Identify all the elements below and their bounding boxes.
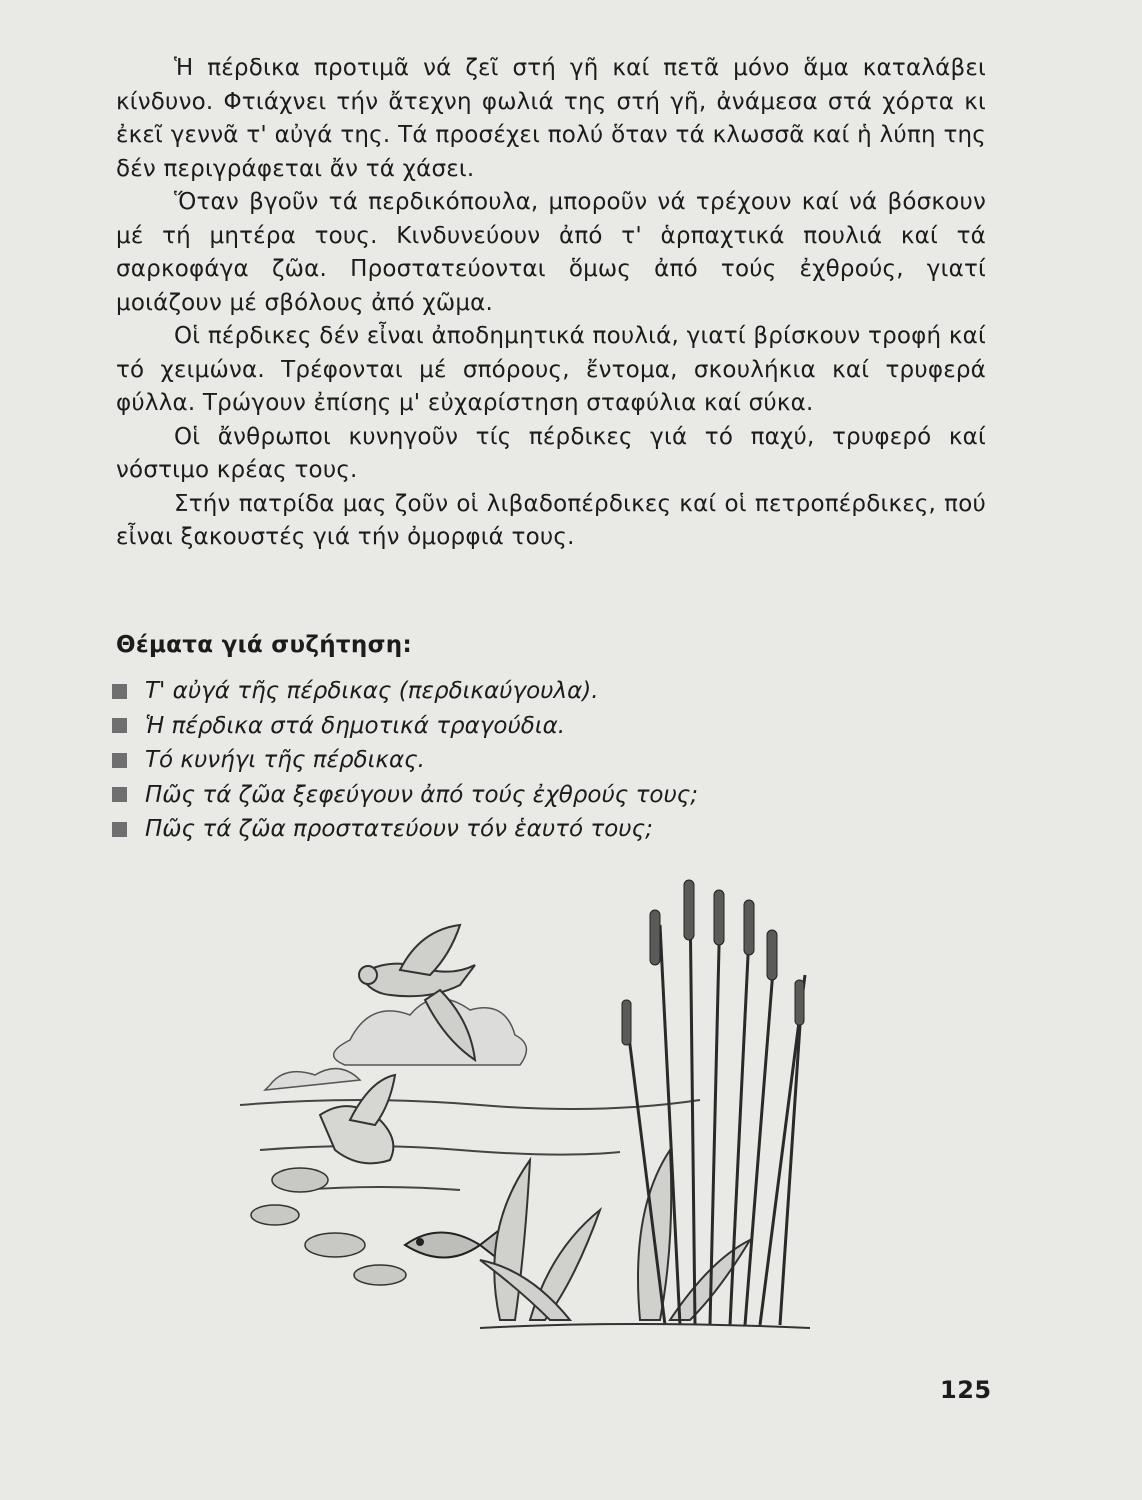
topic-item [112, 778, 698, 813]
topic-item [112, 812, 698, 847]
fish-icon [405, 1231, 498, 1259]
lily-pad-icon [251, 1168, 406, 1285]
square-bullet-icon [112, 718, 127, 733]
paragraph-1: Ἡ πέρδικα προτιμᾶ νά ζεῖ στή γῆ καί πετᾶ μόνο ἅμα καταλάβει κίνδυνο. Φτιάχνει τήν ἄτεχνη φωλιά της στή γῆ, ἀνάμεσα στά χόρτα κι ἐκεῖ γεννᾶ τ' αὐγά της. Τά προσέχει πολύ ὅταν τά κλωσσᾶ καί ἡ λύπη της δέν περιγράφεται ἄν τά χάσει. [116, 55, 986, 182]
topic-text: Πῶς τά ζῶα ξεφεύγουν ἀπό τούς ἐχθρούς τους; [145, 781, 699, 808]
topic-text: Ἡ πέρδικα στά δημοτικά τραγούδια. [145, 712, 566, 739]
bird-icon [320, 1075, 395, 1163]
paragraph-3: Οἱ πέρδικες δέν εἶναι ἀποδημητικά πουλιά, γιατί βρίσκουν τροφή καί τό χειμώνα. Τρέφονται μέ σπόρους, ἔντομα, σκουλήκια καί τρυφερά φύλλα. Τρώγουν ἐπίσης μ' εὐχαρίστηση σταφύλια καί σύκα. [116, 323, 986, 416]
cattail-heads [622, 880, 804, 1045]
topic-text: Πῶς τά ζῶα προστατεύουν τόν ἑαυτό τους; [145, 816, 653, 842]
topic-item [112, 674, 698, 709]
square-bullet-icon [112, 787, 127, 802]
article-body [116, 52, 986, 555]
page-number: 125 [940, 1376, 992, 1404]
square-bullet-icon [112, 753, 127, 768]
paragraph-2: Ὅταν βγοῦν τά περδικόπουλα, μποροῦν νά τρέχουν καί νά βόσκουν μέ τή μητέρα τους. Κινδυνεύουν ἀπό τ' ἁρπαχτικά πουλιά καί τά σαρκοφάγα ζῶα. Προστατεύονται ὅμως ἀπό τούς ἐχθρούς, γιατί μοιάζουν μέ σβόλους ἀπό χῶμα. [116, 189, 986, 316]
paragraph-5: Στήν πατρίδα μας ζοῦν οἱ λιβαδοπέρδικες καί οἱ πετροπέρδικες, πού εἶναι ξακουστές γιά τήν ὀμορφιά τους. [116, 490, 986, 550]
topic-text: Τ' αὐγά τῆς πέρδικας (περδικαύγουλα). [145, 678, 599, 704]
topic-item [112, 709, 698, 744]
wetland-illustration [240, 850, 880, 1340]
square-bullet-icon [112, 684, 127, 699]
discussion-topics [112, 674, 698, 847]
paragraph-4: Οἱ ἄνθρωποι κυνηγοῦν τίς πέρδικες γιά τό παχύ, τρυφερό καί νόστιμο κρέας τους. [116, 423, 986, 483]
topic-text: Τό κυνήγι τῆς πέρδικας. [145, 747, 425, 773]
topic-item [112, 743, 698, 778]
square-bullet-icon [112, 822, 127, 837]
discussion-heading: Θέματα γιά συζήτηση: [116, 632, 412, 658]
